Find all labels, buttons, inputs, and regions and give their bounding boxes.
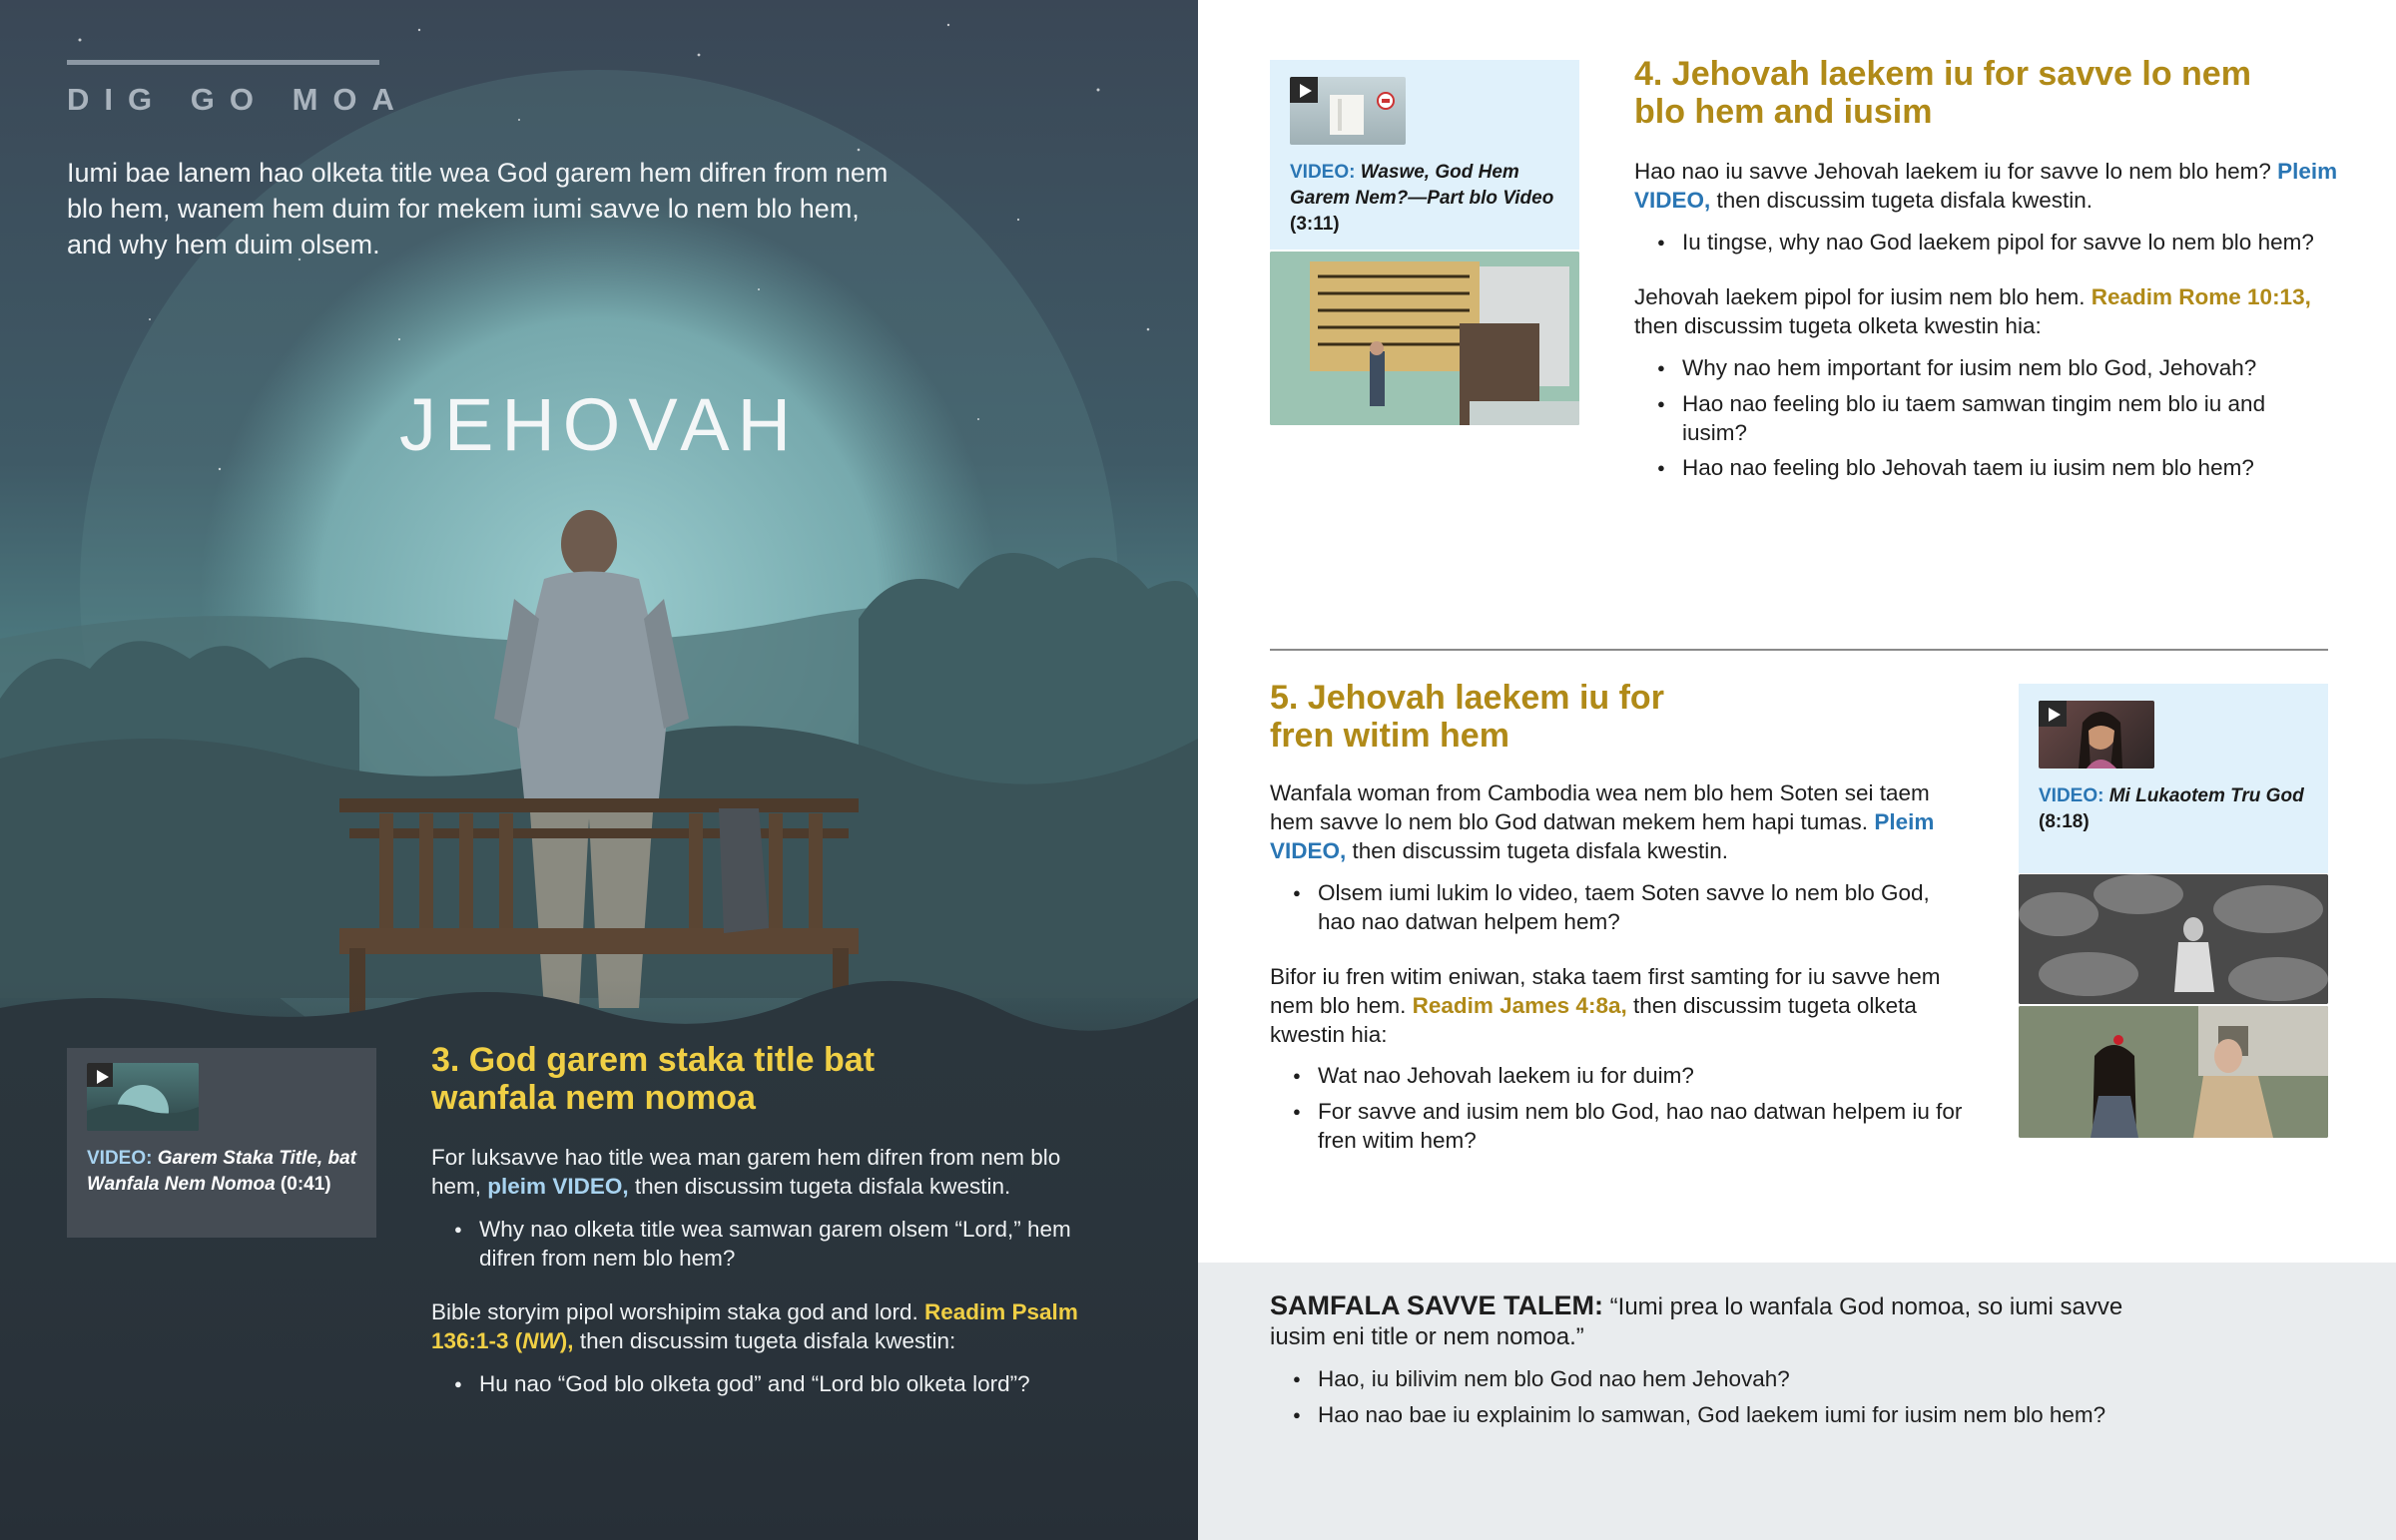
play-video-link[interactable]: Pleim VIDEO, (1270, 809, 1935, 863)
section5-title: 5. Jehovah laekem iu for fren witim hem (1270, 679, 1664, 755)
play-icon[interactable] (2039, 701, 2067, 727)
summary-bullet2: ● Hao nao bae iu explainim lo samwan, God laekem iumi for iusim nem blo hem? (1270, 1400, 2268, 1429)
ref-nw: NW (522, 1328, 560, 1353)
street-conversation-image (2019, 1006, 2328, 1138)
play-icon[interactable] (1290, 77, 1318, 103)
video-caption (1290, 160, 1569, 238)
video-title: Mi Lukaotem Tru God (2108, 785, 2304, 806)
play-video-link[interactable]: Pleim VIDEO, (1634, 159, 2338, 213)
play-video-link[interactable]: pleim VIDEO, (487, 1174, 629, 1199)
section3-para2 (431, 1297, 1110, 1355)
video-duration: (0:41) (280, 1174, 331, 1195)
video-title: Waswe, God Hem Garem Nem?—Part blo Video (1290, 162, 1554, 209)
video-still-street (2019, 1006, 2328, 1138)
video-duration: (3:11) (1290, 214, 1340, 235)
section4-para1 (1634, 157, 2353, 215)
video-label: VIDEO: (1290, 162, 1356, 183)
video-label: VIDEO: (2039, 785, 2104, 806)
video-title: Garem Staka Title, bat Wanfala Nem Nomoa (87, 1148, 356, 1195)
section5-bullet2a: ● Wat nao Jehovah laekem iu for duim? (1270, 1061, 1969, 1090)
para-text: then discussim tugeta disfala kwestin. (1716, 188, 2093, 213)
ref-text: Readim Psalm 136:1-3 ( (431, 1299, 1078, 1353)
para-text: Hao nao iu savve Jehovah laekem iu for savve lo nem blo hem? (1634, 159, 2271, 184)
section3-title: 3. God garem staka title bat wanfala nem nomoa (431, 1041, 876, 1117)
para-text: then discussim tugeta disfala kwestin. (1352, 838, 1728, 863)
para-text: Wanfala woman from Cambodia wea nem blo hem Soten sei taem hem savve lo nem blo God datwan mekem hem hapi tumas. (1270, 780, 1930, 834)
hero-word: JEHOVAH (398, 383, 800, 466)
section4-bullet2c: ● Hao nao feeling blo Jehovah taem iu iusim nem blo hem? (1634, 453, 2333, 482)
section5-para1 (1270, 778, 1969, 865)
para-text: then discussim tugeta disfala kwestin: (579, 1328, 956, 1353)
scripture-reference[interactable]: Readim Rome 10:13, (2091, 284, 2311, 309)
play-icon[interactable] (87, 1063, 113, 1087)
summary-label: SAMFALA SAVVE TALEM: (1270, 1290, 1603, 1320)
right-page (1198, 0, 2396, 1540)
section4-bullet2a: ● Why nao hem important for iusim nem blo God, Jehovah? (1634, 353, 2333, 382)
para-text: Bible storyim pipol worshipim staka god and lord. (431, 1299, 918, 1324)
summary-statement (1270, 1290, 2128, 1352)
section5-bullet1: ● Olsem iumi lukim lo video, taem Soten savve lo nem blo God, hao nao datwan helpem hem? (1270, 878, 1969, 936)
para-text: For luksavve hao title wea man garem hem difren from nem blo hem, (431, 1145, 1061, 1199)
video-card-titles[interactable] (67, 1048, 376, 1238)
video-duration: (8:18) (2039, 811, 2090, 832)
section5-para2 (1270, 962, 1969, 1049)
para-text: Bifor iu fren witim eniwan, staka taem first samting for iu savve hem nem blo hem. (1270, 964, 1941, 1018)
intro-paragraph: Iumi bae lanem hao olketa title wea God garem hem difren from nem blo hem, wanem hem duim for mekem iumi savve lo nem blo hem, and why hem duim olsem. (67, 158, 889, 259)
jungle-girl-image (2019, 874, 2328, 1004)
section4-bullet1: ● Iu tingse, why nao God laekem pipol for savve lo nem blo hem? (1634, 228, 2373, 257)
section-divider (1270, 649, 2328, 651)
section4-bullet2b: ● Hao nao feeling blo iu taem samwan tingim nem blo iu and iusim? (1634, 389, 2333, 447)
video-card-true-god[interactable] (2019, 684, 2328, 873)
video-thumbnail[interactable] (1290, 77, 1406, 145)
para-text: then discussim tugeta olketa kwestin hia: (1270, 993, 1917, 1047)
section4-title: 4. Jehovah laekem iu for savve lo nem blo hem and iusim (1634, 55, 2251, 131)
section3-bullet2: ● Hu nao “God blo olketa god” and “Lord blo olketa lord”? (431, 1369, 1110, 1398)
ref-text: ), (559, 1328, 574, 1353)
video-thumbnail[interactable] (2039, 701, 2154, 769)
video-caption (2039, 783, 2318, 835)
para-text: then discussim tugeta disfala kwestin. (634, 1174, 1011, 1199)
para-text: then discussim tugeta olketa kwestin hia: (1634, 313, 2042, 338)
video-still-bibles (1270, 252, 1579, 425)
bible-pages-image (1270, 252, 1579, 425)
summary-bullet1: ● Hao, iu bilivim nem blo God nao hem Jehovah? (1270, 1364, 2268, 1393)
summary-quote: “Iumi prea lo wanfala God nomoa, so iumi savve iusim eni title or nem nomoa.” (1270, 1293, 2123, 1350)
section5-bullet2b: ● For savve and iusim nem blo God, hao nao datwan helpem iu for fren witim hem? (1270, 1097, 1969, 1155)
scripture-reference[interactable]: Readim James 4:8a, (1412, 993, 1627, 1018)
summary-panel (1198, 1263, 2396, 1540)
video-label: VIDEO: (87, 1148, 153, 1169)
video-thumbnail[interactable] (87, 1063, 199, 1131)
section-label: DIG GO MOA (67, 82, 409, 117)
video-card-name[interactable] (1270, 60, 1579, 250)
video-still-jungle (2019, 874, 2328, 1004)
para-text: Jehovah laekem pipol for iusim nem blo hem. (1634, 284, 2086, 309)
section3-para1 (431, 1143, 1110, 1201)
section4-para2 (1634, 282, 2353, 340)
section3-bullet1: ● Why nao olketa title wea samwan garem olsem “Lord,” hem difren from nem blo hem? (431, 1215, 1110, 1273)
video-caption (87, 1146, 366, 1198)
section-topbar (67, 60, 379, 65)
